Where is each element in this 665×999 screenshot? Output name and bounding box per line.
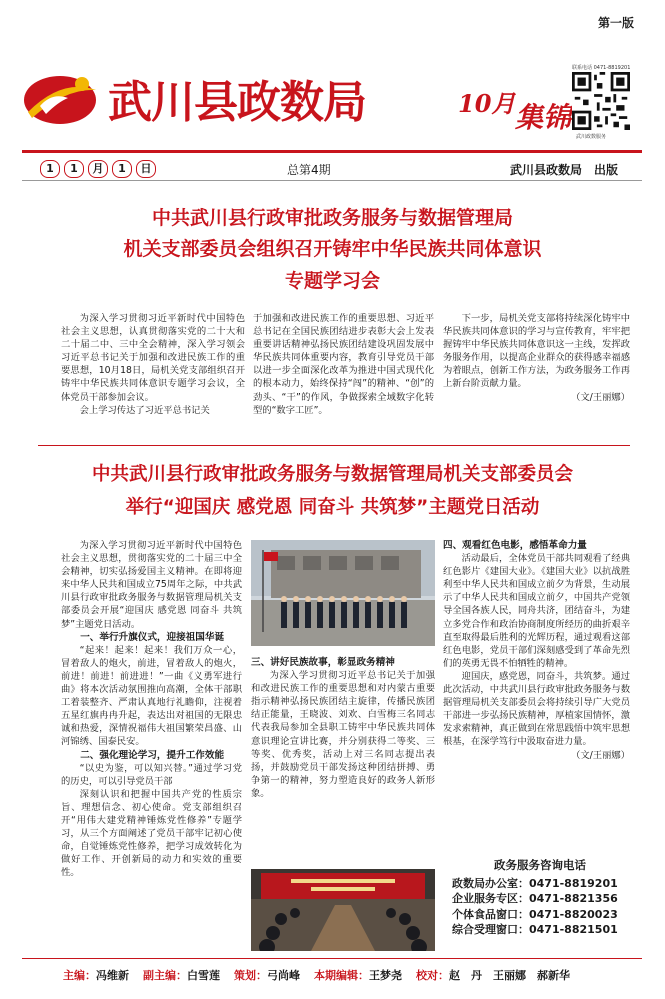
date-digit: 月 (88, 160, 108, 178)
article1-headline: 机关支部委员会组织召开铸牢中华民族共同体意识 (123, 238, 542, 260)
credit-label: 校对： (416, 969, 449, 982)
masthead-title: 武川县政数局 (108, 77, 366, 128)
paragraph: “起来！起来！起来！我们万众一心，冒着敌人的炮火，前进，冒着敌人的炮火，前进！前进！前进进！”一曲《义勇军进行曲》将本次活动氛围推向高潮，全体干部职工着装整齐、严肃认真地行礼瞻仰，注视着五星红旗冉冉升起，表达出对祖国的无限忠诚和热爱，深情祝福伟大祖国繁荣昌盛、山河锦绣、国泰民安。 (61, 644, 242, 748)
section-heading: 一、举行升旗仪式，迎接祖国华诞 (80, 631, 225, 643)
hotline-label: 综合受理窗口： (452, 923, 529, 936)
byline: （文/王丽娜） (571, 749, 630, 761)
credit-name: 赵 丹 王丽娜 郝新华 (449, 969, 570, 982)
article1-headline: 中共武川县行政审批政务服务与数据管理局 (151, 207, 513, 229)
credit-label: 主编： (63, 969, 96, 982)
credit-item (416, 967, 570, 983)
paragraph: 迎国庆，感党恩，同奋斗，共筑梦。通过此次活动，中共武川县行政审批政务服务与数据管理局机关支部委员会将持续引导广大党员干部进一步弘扬民族精神，厚植家国情怀，激发求索精神，真正做到在常思践悟中筑牢思想根基，在深学笃行中汲取奋进力量。 (443, 670, 630, 748)
credit-item (143, 967, 220, 983)
divider (22, 180, 642, 181)
page-label: 第一版 (598, 16, 635, 30)
paragraph: 于加强和改进民族工作的重要思想、习近平总书记在全国民族团结进步表彰大会上发表重要讲话精神弘扬民族团结建设巩固发展中华民族共同体重要内容，教育引导党员干部以进一步全面深化改革为推进中国式现代化的根本动力，始终保持“闯”的精神、“创”的劲头、“干”的作风，争做探索全域数字化转型的“数字工匠”。 (253, 313, 434, 416)
hotline-number: 0471-8821501 (529, 923, 618, 936)
issue-number: 总第4期 (287, 163, 331, 177)
hotline-label: 企业服务专区： (452, 892, 529, 905)
article2-headline: 中共武川县行政审批政务服务与数据管理局机关支部委员会 (91, 464, 573, 485)
credit-label: 本期编辑： (314, 969, 369, 982)
masthead-subtitle: 集锦 (515, 101, 572, 134)
paragraph: 深刻认识和把握中国共产党的性质宗旨、理想信念、初心使命。党支部组织召开“用伟大建党精神锤炼党性修养”专题学习，从三个方面阐述了党员干部牢记初心使命，自觉锤炼党性修养，把学习成效转化为做好工作、开创新局的动力和实效的重要性。 (61, 788, 242, 879)
article2-headline: 举行“迎国庆 感党恩 同奋斗 共筑梦”主题党日活动 (125, 497, 540, 518)
footer-rule (22, 958, 642, 959)
credits (63, 967, 570, 983)
flag-ceremony-photo (251, 540, 435, 646)
masthead-month: 10月 (458, 89, 516, 118)
logo-icon (22, 68, 100, 126)
article2-column (443, 539, 630, 762)
credit-name: 冯维新 (96, 969, 129, 982)
credit-label: 策划： (234, 969, 267, 982)
hotline-row (452, 876, 628, 892)
article2-column (251, 656, 435, 800)
hotline-number: 0471-8819201 (529, 876, 618, 890)
credit-item (234, 967, 300, 983)
meeting-photo (251, 869, 435, 951)
credit-name: 王梦尧 (369, 969, 402, 982)
contact-number: 联系电话 0471-8819201 (572, 65, 631, 71)
hotline-number: 0471-8821356 (529, 892, 618, 905)
issue-date (40, 160, 156, 178)
publisher: 武川县政数局 出版 (510, 163, 619, 177)
section-heading: 三、讲好民族故事，彰显政务精神 (251, 657, 395, 668)
article1-column (61, 312, 245, 417)
hotline-row (452, 891, 628, 907)
hotline-title: 政务服务咨询电话 (494, 858, 586, 872)
article1-column (443, 312, 630, 404)
article1-column (253, 312, 434, 417)
section-heading: 四、观看红色电影，感悟革命力量 (443, 540, 587, 551)
paragraph: 为深入学习贯彻习近平总书记关于加强和改进民族工作的重要思想和对内蒙古重要指示精神弘扬民族团结主旋律，传播民族团结正能量，王晓波、刘欢、白雪梅三名同志代表我局参加全县职工铸牢中华民族共同体意识理论宣讲比赛，并分别获得二等奖、三等奖、优秀奖，活动上对三名同志提出表扬，并鼓励党员干部发扬这种团结拼搏、勇争第一的精神，努力塑造良好的政务人新形象。 (251, 670, 435, 799)
qr-caption: 武川政数服务 (576, 134, 607, 140)
credit-label: 副主编： (143, 969, 187, 982)
paragraph: 下一步，局机关党支部将持续深化铸牢中华民族共同体意识的学习与宣传教育，牢牢把握铸牢中华民族共同体意识这一主线，发挥政务服务作用，以提高企业群众的获得感幸福感为着眼点，创新工作方法，为政务服务工作再上新台阶贡献力量。 (443, 313, 630, 390)
paragraph: 为深入学习贯彻习近平新时代中国特色社会主义思想，贯彻落实党的二十届三中全会精神，切实弘扬爱国主义精神。在即将迎来中华人民共和国成立75周年之际，中共武川县行政审批政务服务与数据管理局机关支部委员会开展“迎国庆 感党恩 同奋斗 共筑梦”主题党日活动。 (61, 540, 242, 630)
paragraph: “以史为鉴，可以知兴替。”通过学习党的历史，可以引导党员干部 (61, 762, 242, 787)
paragraph: 为深入学习贯彻习近平新时代中国特色社会主义思想，认真贯彻落实党的二十大和二十届二中、三中全会精神，深入学习领会习近平总书记关于加强和改进民族工作的重要思想，10月18日，局机关党支部组织召开铸牢中华民族共同体意识专题学习会议，全体党员干部参加会议。 (61, 313, 245, 403)
hotline-row (452, 907, 628, 923)
article1-headline: 专题学习会 (284, 270, 380, 292)
credit-name: 弓尚峰 (267, 969, 300, 982)
date-digit: 1 (40, 160, 60, 178)
hotline-label: 政数局办公室： (452, 876, 529, 890)
hotline-number: 0471-8820023 (529, 907, 618, 921)
date-digit: 日 (136, 160, 156, 178)
service-hotline (452, 858, 628, 938)
section-heading: 二、强化理论学习，提升工作效能 (80, 749, 225, 761)
article2-column (61, 539, 242, 879)
hotline-label: 个体食品窗口： (452, 907, 529, 921)
masthead-rule (22, 150, 642, 153)
hotline-row (452, 922, 628, 938)
paragraph: 会上学习传达了习近平总书记关 (79, 404, 210, 416)
credit-item (63, 967, 129, 983)
credit-name: 白雪莲 (187, 969, 220, 982)
byline: （文/王丽娜） (571, 391, 630, 403)
credit-item (314, 967, 402, 983)
divider (38, 445, 630, 446)
date-digit: 1 (64, 160, 84, 178)
date-digit: 1 (112, 160, 132, 178)
paragraph: 活动最后，全体党员干部共同观看了经典红色影片《建国大业》。《建国大业》以抗战胜利至中华人民共和国成立前夕为背景，生动展示了中华人民共和国成立前夕，中国共产党领导全国各族人民，同舟共济，团结奋斗，为建立多党合作和政治协商制度所经历的曲折艰辛直至取得最后胜利的光辉历程，通过观看这部红色电影，党员干部们深刻感受到了革命先烈们的英勇无畏不怕牺牲的精神。 (443, 553, 630, 669)
qr-code-icon (572, 72, 630, 130)
